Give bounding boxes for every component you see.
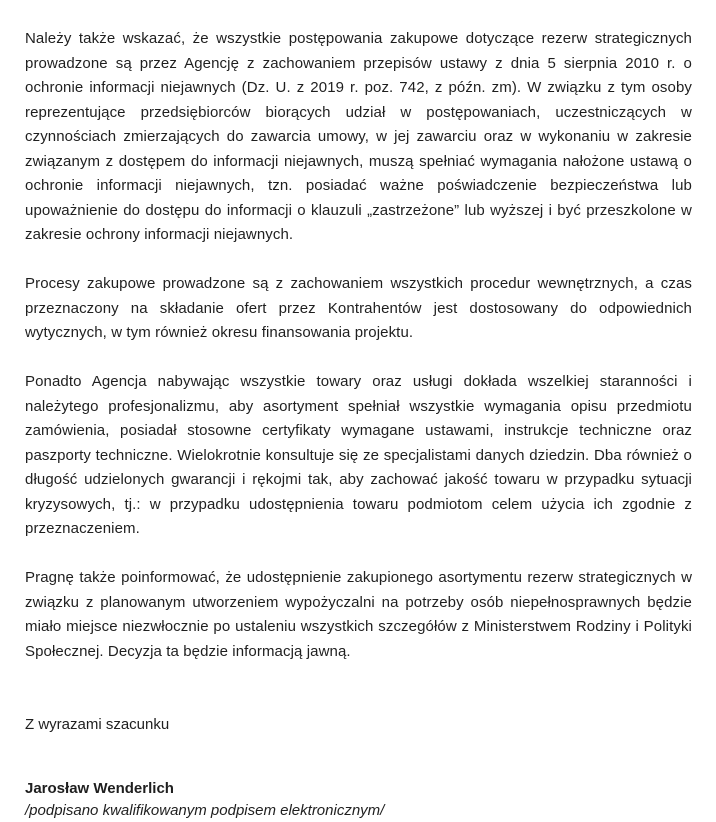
paragraph-legal-basis: Należy także wskazać, że wszystkie postępowania zakupowe dotyczące rezerw strategicznych prowadzone są przez Agencję z zachowaniem przepisów ustawy z dnia 5 sierpnia 2010 r. o ochronie informacji niejawnych (Dz. U. z 2019 r. poz. 742, z późn. zm). W związku z tym osoby reprezentujące przedsiębiorców biorących udział w postępowaniach, uczestniczących w czynnościach zmierzających do zawarcia umowy, w jej zawarciu oraz w wykonaniu w zakresie związanym z dostępem do informacji niejawnych, muszą spełniać wymagania nałożone ustawą o ochronie informacji niejawnych, tzn. posiadać ważne poświadczenie bezpieczeństwa lub upoważnienie do dostępu do informacji o klauzuli „zastrzeżone” lub wyższej i być przeszkolone w zakresie ochrony informacji niejawnych. bbox=[25, 30, 692, 243]
paragraph-procurement-procedures: Procesy zakupowe prowadzone są z zachowaniem wszystkich procedur wewnętrznych, a czas przeznaczony na składanie ofert przez Kontrahentów jest dostosowany do odpowiednich wytycznych, w tym również okresu finansowania projektu. bbox=[25, 275, 692, 341]
paragraph-quality-assurance: Ponadto Agencja nabywając wszystkie towary oraz usługi dokłada wszelkiej staranności i należytego profesjonalizmu, aby asortyment spełniał wszystkie wymagania opisu przedmiotu zamówienia, posiadał stosowne certyfikaty wymagane ustawami, instrukcje techniczne oraz paszporty techniczne. Wielokrotnie konsultuje się ze specjalistami danych dziedzin. Dba również o długość udzielonych gwarancji i rękojmi tak, aby zachować jakość towaru w przypadku sytuacji kryzysowych, tj.: w przypadku udostępnienia towaru podmiotom celem użycia ich zgodnie z przeznaczeniem. bbox=[25, 373, 692, 537]
signature-name: Jarosław Wenderlich bbox=[25, 779, 174, 797]
paragraph-rental-plans: Pragnę także poinformować, że udostępnienie zakupionego asortymentu rezerw strategicznych w związku z planowanym utworzeniem wypożyczalni na potrzeby osób niepełnosprawnych będzie miało miejsce niezwłocznie po ustaleniu wszystkich szczegółów z Ministerstwem Rodziny i Polityki Społecznej. Decyzja ta będzie informacją jawną. bbox=[25, 569, 692, 660]
closing-salutation: Z wyrazami szacunku bbox=[25, 716, 170, 733]
signature-electronic-note: /podpisano kwalifikowanym podpisem elektronicznym/ bbox=[25, 801, 385, 819]
signature-block bbox=[25, 778, 692, 822]
